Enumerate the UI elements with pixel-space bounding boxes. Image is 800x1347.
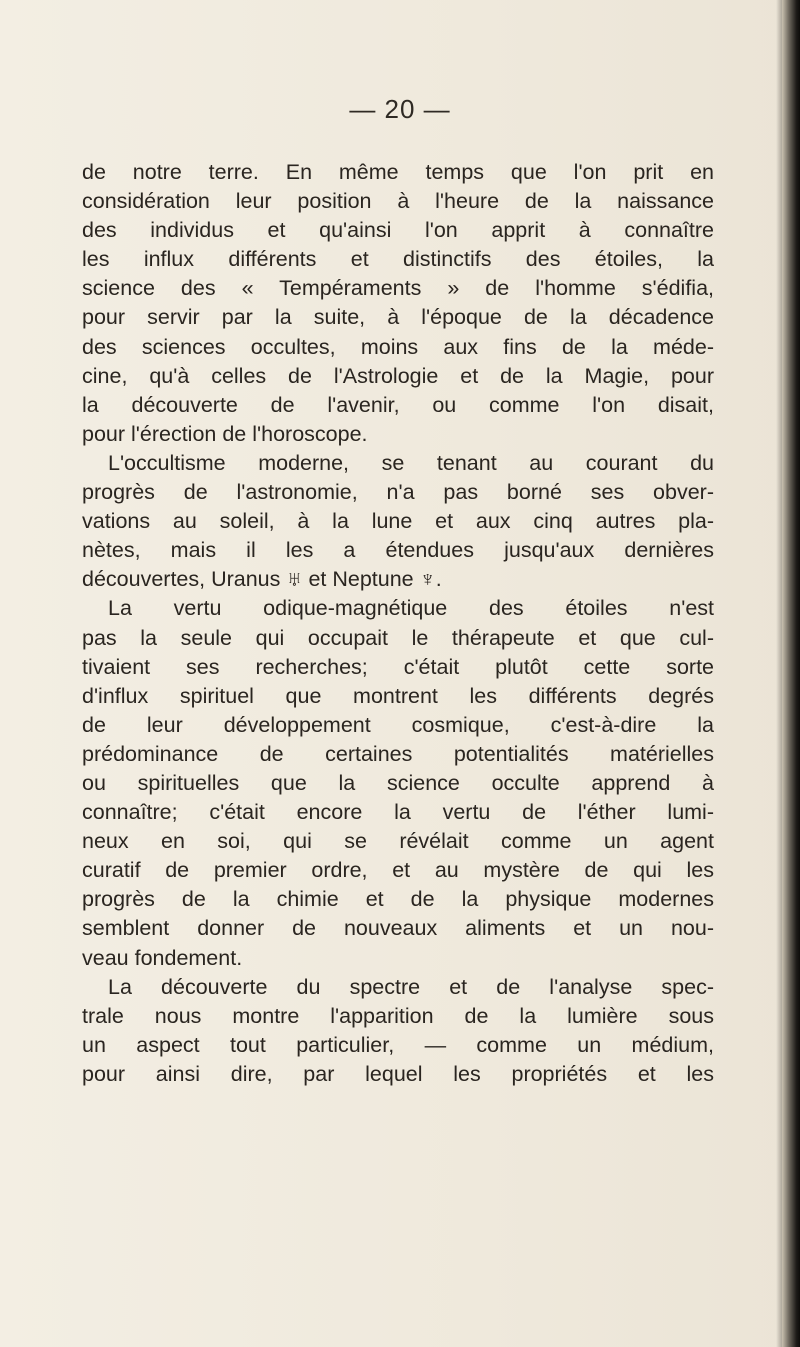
text-line: L'occultisme moderne, se tenant au courant du xyxy=(108,450,714,475)
body-text xyxy=(82,158,714,1089)
text-line: nètes, mais il les a étendues jusqu'aux dernières xyxy=(82,538,714,563)
text-line: connaître; c'était encore la vertu de l'éther lumi- xyxy=(82,800,714,825)
text-line: de notre terre. En même temps que l'on prit en xyxy=(82,160,714,184)
text-line: progrès de l'astronomie, n'a pas borné ses obver- xyxy=(82,480,714,505)
page-edge xyxy=(782,0,800,1347)
text-line: les influx différents et distinctifs des étoiles, la xyxy=(82,247,714,272)
text-line: tivaient ses recherches; c'était plutôt cette sorte xyxy=(82,654,714,679)
text-line: pour servir par la suite, à l'époque de la décadence xyxy=(82,305,714,330)
text-line: découvertes, Uranus ♅ et Neptune ♆. xyxy=(82,567,442,592)
text-line: cine, qu'à celles de l'Astrologie et de la Magie, pour xyxy=(82,363,714,388)
text-line: ou spirituelles que la science occulte apprend à xyxy=(82,770,714,795)
text-line: vations au soleil, à la lune et aux cinq autres pla- xyxy=(82,509,714,534)
text-line: science des « Tempéraments » de l'homme s'édifia, xyxy=(82,276,714,301)
text-line: La découverte du spectre et de l'analyse spec- xyxy=(108,974,714,999)
text-line: des individus et qu'ainsi l'on apprit à connaître xyxy=(82,218,714,243)
text-line: des sciences occultes, moins aux fins de la méde- xyxy=(82,334,714,359)
text-line: pas la seule qui occupait le thérapeute et que cul- xyxy=(82,625,714,650)
text-line: neux en soi, qui se révélait comme un agent xyxy=(82,829,714,854)
text-line: de leur développement cosmique, c'est-à-dire la xyxy=(82,712,714,737)
text-line: pour ainsi dire, par lequel les propriétés et les xyxy=(82,1061,714,1086)
text-line: pour l'érection de l'horoscope. xyxy=(82,421,368,446)
text-line: d'influx spirituel que montrent les différents degrés xyxy=(82,683,714,708)
text-line: semblent donner de nouveaux aliments et un nou- xyxy=(82,916,714,941)
text-line: prédominance de certaines potentialités matérielles xyxy=(82,741,714,766)
text-line: un aspect tout particulier, — comme un médium, xyxy=(82,1032,714,1057)
text-line: La vertu odique-magnétique des étoiles n'est xyxy=(108,596,714,621)
text-line: trale nous montre l'apparition de la lumière sous xyxy=(82,1003,714,1028)
text-line: veau fondement. xyxy=(82,945,243,970)
text-line: considération leur position à l'heure de la naissance xyxy=(82,189,714,214)
page-number: — 20 — xyxy=(349,94,451,124)
text-line: progrès de la chimie et de la physique modernes xyxy=(82,887,714,912)
text-line: curatif de premier ordre, et au mystère de qui les xyxy=(82,858,714,883)
text-line: la découverte de l'avenir, ou comme l'on disait, xyxy=(82,392,714,417)
